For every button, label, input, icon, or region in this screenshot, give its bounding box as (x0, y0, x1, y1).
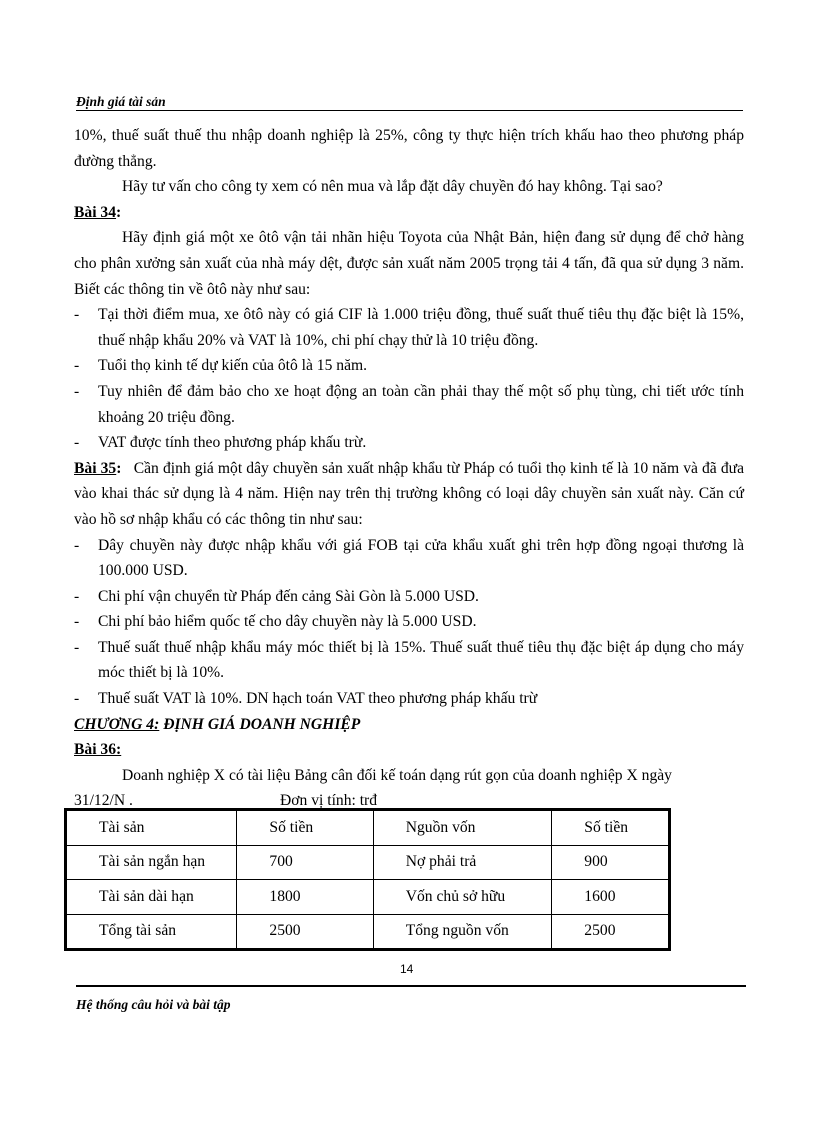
balance-sheet-table (64, 808, 671, 951)
table-cell: Tổng nguồn vốn (373, 914, 552, 950)
bai35-bullet-text: Chi phí vận chuyển từ Pháp đến cảng Sài Gòn là 5.000 USD. (98, 587, 479, 605)
table-cell: 900 (552, 845, 670, 880)
footer-rule (76, 985, 746, 987)
table-cell: 2500 (237, 914, 373, 950)
bai34-bullet: - VAT được tính theo phương pháp khấu trừ. (74, 430, 744, 456)
table-cell: Tài sản dài hạn (66, 880, 237, 915)
bai35-bullet: - Chi phí bảo hiểm quốc tế cho dây chuyền này là 5.000 USD. (74, 609, 744, 635)
chapter-title: ĐỊNH GIÁ DOANH NGHIỆP (163, 715, 361, 733)
bai34-title: Bài 34 (74, 203, 117, 221)
intro-paragraph: 10%, thuế suất thuế thu nhập doanh nghiệp là 25%, công ty thực hiện trích khấu hao theo phương pháp đường thẳng. (74, 127, 744, 170)
bai34-bullet-text: Tại thời điểm mua, xe ôtô này có giá CIF là 1.000 triệu đồng, thuế suất thuế tiêu thụ đặc biệt là 15%, thuế nhập khẩu 20% và VAT là 10%, chi phí chạy thử là 10 triệu đồng. (98, 306, 744, 349)
bai36-date: 31/12/N . (74, 792, 133, 810)
bai35-bullet-text: Thuế suất VAT là 10%. DN hạch toán VAT theo phương pháp khấu trừ (98, 690, 538, 708)
bai35-bullet: - Dây chuyền này được nhập khẩu với giá FOB tại cửa khẩu xuất ghi trên hợp đồng ngoại thương là 100.000 USD. (74, 533, 744, 584)
table-cell: 1800 (237, 880, 373, 915)
bai35-title: Bài 35 (74, 459, 117, 477)
bai34-bullet-text: Tuy nhiên để đảm bảo cho xe hoạt động an toàn cần phải thay thế một số phụ tùng, chi tiết ước tính khoảng 20 triệu đồng. (98, 382, 744, 426)
intro-question: Hãy tư vấn cho công ty xem có nên mua và lắp đặt dây chuyền đó hay không. Tại sao? (122, 178, 663, 196)
table-header-cell: Nguồn vốn (373, 810, 552, 846)
bai34-bullet: - Tuy nhiên để đảm bảo cho xe hoạt động an toàn cần phải thay thế một số phụ tùng, chi tiết ước tính khoảng 20 triệu đồng. (74, 379, 744, 430)
bai34-bullet: - Tại thời điểm mua, xe ôtô này có giá CIF là 1.000 triệu đồng, thuế suất thuế tiêu thụ đặc biệt là 15%, thuế nhập khẩu 20% và VAT là 10%, chi phí chạy thử là 10 triệu đồng. (74, 302, 744, 353)
bai34-colon: : (116, 203, 122, 221)
running-footer-title: Hệ thống câu hỏi và bài tập (76, 997, 231, 1012)
bai34-heading (74, 200, 744, 226)
table-cell: 2500 (552, 914, 670, 950)
bai36-title: Bài 36: (74, 741, 122, 759)
bai35-bullet-text: Chi phí bảo hiểm quốc tế cho dây chuyền này là 5.000 USD. (98, 613, 477, 631)
chapter-heading (74, 712, 744, 738)
table-cell: 700 (237, 845, 373, 880)
table-header-cell: Số tiền (552, 810, 670, 846)
bai35-paragraph-block (74, 456, 744, 533)
bai35-bullet-text: Thuế suất thuế nhập khẩu máy móc thiết bị là 15%. Thuế suất thuế tiêu thụ đặc biệt áp dụng cho máy móc thiết bị là 10%. (98, 638, 744, 682)
bai35-colon: : (116, 459, 122, 477)
chapter-label: CHƯƠNG 4: (74, 715, 160, 733)
table-row (66, 845, 670, 880)
table-cell: Tài sản ngắn hạn (66, 845, 237, 880)
bai34-bullet: - Tuổi thọ kinh tế dự kiến của ôtô là 15 năm. (74, 353, 744, 379)
bai34-bullet-text: VAT được tính theo phương pháp khấu trừ. (98, 434, 367, 452)
bai35-paragraph: Cần định giá một dây chuyền sản xuất nhập khẩu từ Pháp có tuổi thọ kinh tế là 10 năm và đã đưa vào khai thác sử dụng là 4 năm. Hiện nay trên thị trường không có loại dây chuyền sản xuất này. Căn cứ vào hồ sơ nhập khẩu có các thông tin như sau: (74, 459, 744, 528)
table-cell: Vốn chủ sở hữu (373, 880, 552, 915)
table-cell: Nợ phải trả (373, 845, 552, 880)
bai34-paragraph: Hãy định giá một xe ôtô vận tải nhãn hiệu Toyota của Nhật Bản, hiện đang sử dụng để chở hàng cho phân xưởng sản xuất của nhà máy dệt, được sản xuất năm 2005 trọng tải 4 tấn, đã qua sử dụng 3 năm. Biết các thông tin về ôtô này như sau: (74, 229, 744, 298)
bai35-bullet-text: Dây chuyền này được nhập khẩu với giá FOB tại cửa khẩu xuất ghi trên hợp đồng ngoại thương là 100.000 USD. (98, 536, 744, 580)
table-header-row (66, 810, 670, 846)
table-cell: Tổng tài sản (66, 914, 237, 950)
table-cell: 1600 (552, 880, 670, 915)
bai36-paragraph: Doanh nghiệp X có tài liệu Bảng cân đối kế toán dạng rút gọn của doanh nghiệp X ngày (122, 766, 672, 784)
page-body (74, 123, 744, 814)
table-row (66, 880, 670, 915)
bai34-bullet-text: Tuổi thọ kinh tế dự kiến của ôtô là 15 năm. (98, 357, 368, 375)
running-header-title: Định giá tài sản (76, 94, 166, 109)
table-header-cell: Số tiền (237, 810, 373, 846)
bai35-bullet: - Thuế suất thuế nhập khẩu máy móc thiết bị là 15%. Thuế suất thuế tiêu thụ đặc biệt áp dụng cho máy móc thiết bị là 10%. (74, 635, 744, 686)
bai35-bullet: - Chi phí vận chuyển từ Pháp đến cảng Sài Gòn là 5.000 USD. (74, 584, 744, 610)
header-rule (76, 110, 743, 111)
page-number: 14 (400, 962, 414, 976)
table-header-cell: Tài sản (66, 810, 237, 846)
table-row (66, 914, 670, 950)
bai36-heading (74, 737, 744, 763)
bai35-bullet: - Thuế suất VAT là 10%. DN hạch toán VAT theo phương pháp khấu trừ (74, 686, 744, 712)
bai36-unit: Đơn vị tính: trđ (280, 792, 378, 810)
